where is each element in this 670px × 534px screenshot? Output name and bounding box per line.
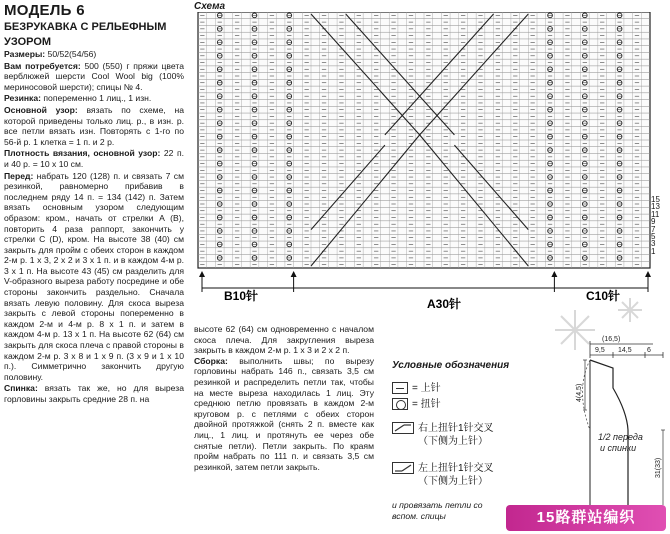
- schematic-width-3: 6: [647, 347, 651, 354]
- stitch-chart: [192, 12, 652, 312]
- density-label: Плотность вязания, основной узор:: [4, 148, 161, 159]
- needed-value: 500 (550) г пряжи цвета верблюжей шерсти Cool Wool big (100% мериносовой шерсти); спицы № 4.: [4, 60, 185, 92]
- assembly-label: Сборка:: [194, 355, 228, 366]
- chart-row-number: 5: [651, 232, 656, 242]
- vest-schematic: [505, 330, 667, 505]
- assembly-value: выполнить швы; по вырезу горловины набрать 146 п., связать 3,5 см резинкой и распределить петли так, чтобы на месте выреза находилась 1 лиц. Эту среднюю петлю провязать в каждом 2-м круговом р. с петлями с обеих сторон двойной протяжкой (снять 2 п. вместе как лиц., 1 лиц. и протянуть ее через обе снятые петли). Петли закрыть. По краям пройм набрать по 111 п. и связать 3,5 см резинкой, затем петли закрыть.: [194, 355, 374, 472]
- ribbing-value: попеременно 1 лиц., 1 изн.: [41, 93, 152, 104]
- back-label: Спинка:: [4, 383, 38, 394]
- schematic-inner-line1: 1/2 переда: [598, 432, 643, 442]
- main-pattern-value: вязать по схеме, на которой приведены только лиц. р., в изн. р. все петли вязать изн. Повторять с 1-го по 56-й р. 1 клетка = 1 п. и 2 р.: [4, 104, 184, 147]
- site-watermark: 15路群站编织: [506, 505, 666, 531]
- legend-item-knit: [392, 382, 441, 395]
- mid-paragraph-1: высоте 62 (64) см одновременно с началом скоса плеча. Для закругления выреза закрыть в каждом 2-м р. 1 х 3 и 2 х 2 п.: [194, 324, 374, 356]
- chart-row-number: 7: [651, 224, 656, 234]
- chart-row-number: 3: [651, 239, 656, 249]
- main-pattern-paragraph: [4, 105, 184, 147]
- needed-label: Вам потребуется:: [4, 60, 81, 71]
- schematic-inner-line2: и спинки: [600, 443, 637, 453]
- subtitle-line1: БЕЗРУКАВКА С РЕЛЬЕФНЫМ: [4, 21, 167, 33]
- ribbing-paragraph: [4, 93, 184, 104]
- legend-twist-label: = 扭针: [412, 399, 441, 410]
- legend-right-cross-line2: （下侧为上针）: [418, 436, 488, 447]
- assembly-paragraph: [194, 356, 374, 473]
- front-label: Перед:: [4, 170, 34, 181]
- chart-row-number: 9: [651, 217, 656, 227]
- chart-row-number: 15: [651, 195, 660, 204]
- sizes-paragraph: [4, 49, 184, 60]
- chart-row-number: 1: [651, 246, 656, 256]
- right-cross-icon: [392, 422, 414, 434]
- model-title: МОДЕЛЬ 6: [4, 2, 85, 19]
- repeat-label-b: B10针: [224, 289, 259, 303]
- back-paragraph: [4, 383, 184, 404]
- schematic-width-2: 14,5: [618, 347, 632, 354]
- schematic-right-measure: 31(33): [655, 457, 662, 478]
- ribbing-label: Резинка:: [4, 93, 41, 104]
- chart-repeat-arrows: [199, 271, 651, 292]
- chart-row-number: 11: [651, 209, 660, 219]
- twist-stitch-icon: [392, 398, 408, 410]
- sizes-value: 50/52(54/56): [45, 49, 97, 59]
- repeat-label-a: A30针: [427, 297, 462, 311]
- repeat-label-c: C10针: [586, 289, 621, 303]
- back-value: вязать так же, но для выреза горловины закрыть средние 28 п. на: [4, 383, 184, 404]
- front-paragraph: [4, 171, 184, 383]
- left-text-column: [4, 2, 184, 405]
- legend-left-cross-line1: 左上扭针1针交叉: [418, 463, 494, 474]
- density-value: 22 п. и 40 р. = 10 х 10 см.: [4, 148, 184, 169]
- knit-stitch-icon: [392, 382, 408, 394]
- front-value: набрать 120 (128) п. и связать 7 см резинкой, равномерно прибавив в последнем ряду 14 п. = 134 (142) п. Затем вязать основным узором следующим образом: кром., начать от стрелки A (B), повторить 4 раза раппорт, закончить у стрелки C (D), кром. На высоте 38 (40) см закрыть для пройм с обеих сторон в каждом 2-м р. 1 х 3, 2 х 2 и 3 х 1 п. и в каждом 4-м р. 3 х 1 п. На высоте 43 (45) см разделить для V-образного выреза работу посредине и обе стороны закончить раздельно. Сначала вязать левую половину. Для скоса выреза закрыть с левой стороны попеременно в каждом 2-м и 4-м р. 8 х 1 п. и затем в каждом 4-м р. 13 х 1 п. На высоте 62 (64) см закрыть для скоса плеча с правой стороны в каждом 2-м р. 3 х 8 и 1 х 9 п. (3 х 9 и 1 х 10 п.). Симметрично закончить другую половину.: [4, 170, 184, 382]
- schematic-left-measure: 4(4,5): [576, 383, 583, 402]
- legend-left-cross-line2: （下侧为上针）: [418, 476, 488, 487]
- legend-item-twist: [392, 398, 441, 411]
- left-cross-icon: [392, 462, 414, 474]
- legend-item-left-cross: [392, 462, 494, 488]
- legend-bottom-text: и провязать петли со вспом. спицы: [392, 500, 483, 521]
- needed-paragraph: [4, 61, 184, 93]
- chart-row-numbers: [651, 196, 660, 255]
- chart-title: Схема: [194, 1, 226, 12]
- legend-right-cross-line1: 右上扭针1针交叉: [418, 423, 494, 434]
- subtitle-line2: УЗОРОМ: [4, 35, 52, 48]
- density-paragraph: [4, 148, 184, 169]
- sizes-label: Размеры:: [4, 49, 46, 59]
- schematic-top-label: (16,5): [602, 336, 621, 343]
- legend-knit-label: = 上针: [412, 383, 441, 394]
- chart-row-number: 13: [651, 202, 660, 212]
- legend-title: Условные обозначения: [392, 360, 510, 371]
- schematic-width-1: 9,5: [595, 347, 605, 354]
- mid-text-column: [194, 324, 374, 472]
- main-pattern-label: Основной узор:: [4, 104, 78, 115]
- legend-item-right-cross: [392, 422, 494, 448]
